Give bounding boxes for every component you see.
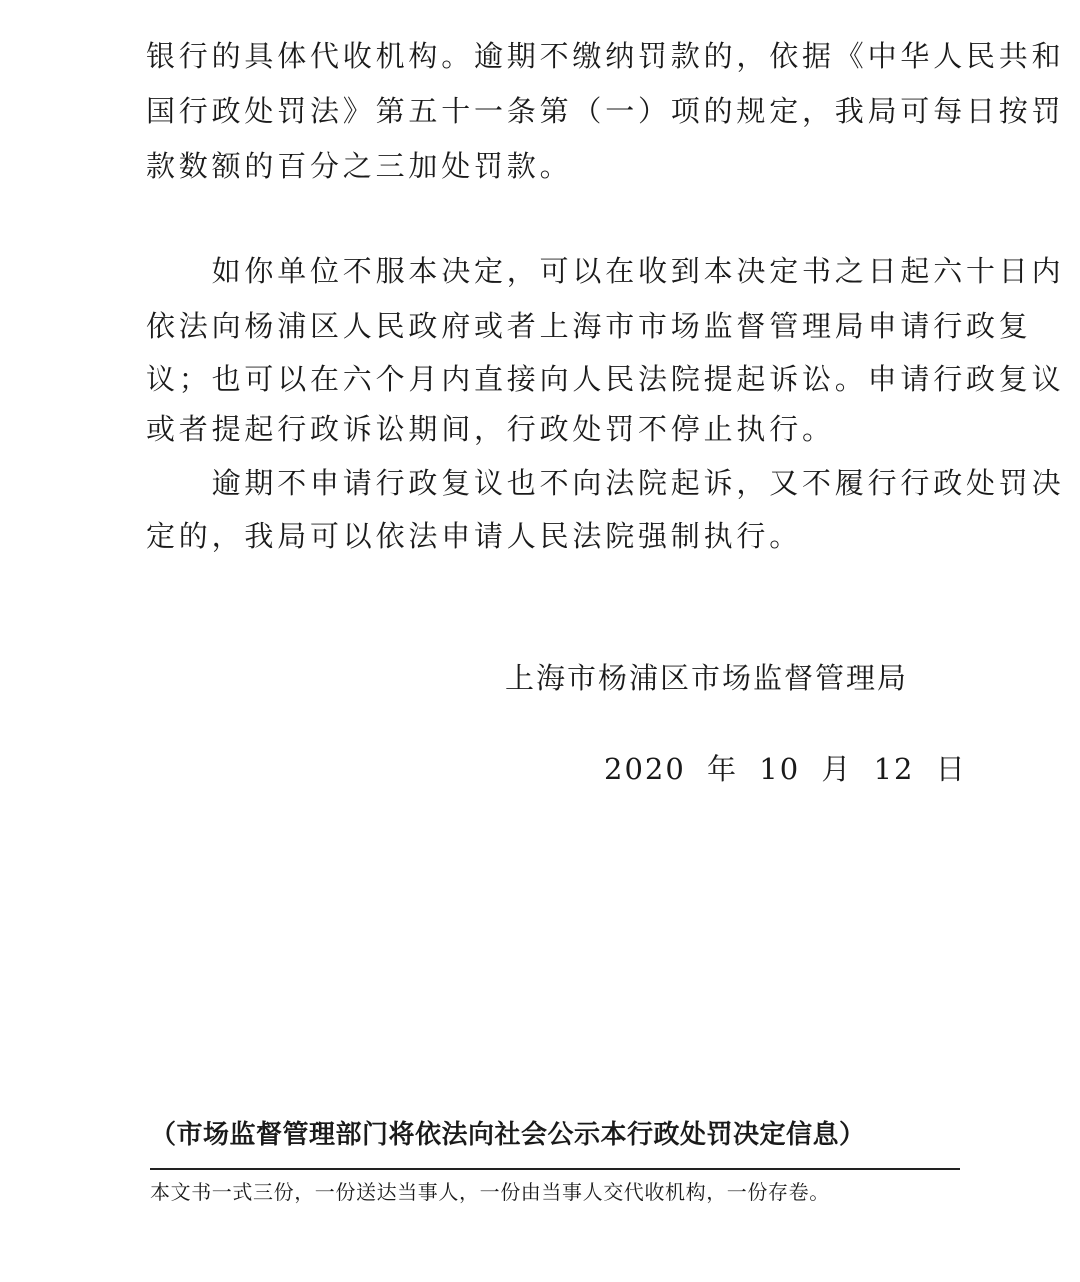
body-text-line: 国行政处罚法》第五十一条第（一）项的规定，我局可每日按罚 — [146, 94, 1065, 128]
body-text-line: 款数额的百分之三加处罚款。 — [146, 149, 573, 183]
body-text-line: 依法向杨浦区人民政府或者上海市市场监督管理局申请行政复 — [146, 309, 1032, 343]
body-text-line: 如你单位不服本决定，可以在收到本决定书之日起六十日内 — [146, 254, 1065, 288]
body-text-line: 或者提起行政诉讼期间，行政处罚不停止执行。 — [146, 412, 835, 446]
body-text-line: 银行的具体代收机构。逾期不缴纳罚款的，依据《中华人民共和 — [146, 39, 1065, 73]
issue-date: 2020 年 10 月 12 日 — [604, 752, 967, 786]
footer-divider — [150, 1168, 960, 1170]
body-text-line: 逾期不申请行政复议也不向法院起诉，又不履行行政处罚决 — [146, 466, 1065, 500]
publicity-notice: （市场监督管理部门将依法向社会公示本行政处罚决定信息） — [150, 1120, 866, 1150]
body-text-line: 定的，我局可以依法申请人民法院强制执行。 — [146, 519, 803, 553]
copies-footer-note: 本文书一式三份，一份送达当事人，一份由当事人交代收机构，一份存卷。 — [150, 1180, 830, 1204]
issuing-authority: 上海市杨浦区市场监督管理局 — [505, 661, 909, 695]
body-text-line: 议；也可以在六个月内直接向人民法院提起诉讼。申请行政复议 — [146, 362, 1065, 396]
